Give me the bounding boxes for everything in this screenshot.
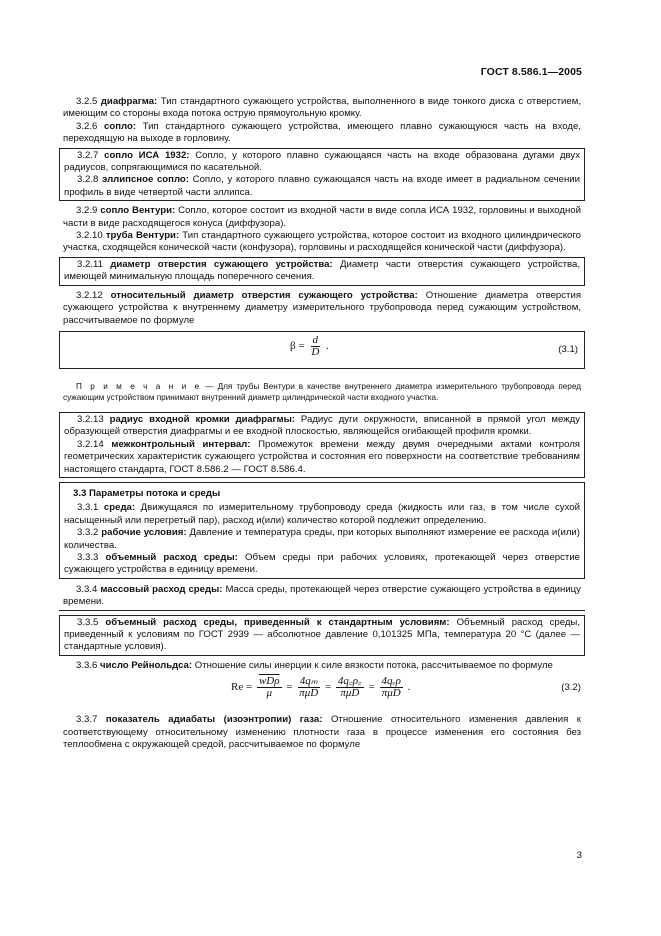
- formula-3-2-label: (3.2): [561, 682, 581, 694]
- boxed-clauses-3-2-13-3-2-14: [59, 412, 585, 478]
- formula-3-1: β = $\frac{d}{D}$ .: [290, 333, 329, 358]
- clause-3-3-7: 3.3.7 показатель адиабаты (изоэнтропии) газа: Отношение относительного изменения давления к соответствующему относительному изменению плотности газа в процессе изменения его состояния без теплообмена с окружающей средой, рассчитываемое по формуле: [63, 714, 581, 751]
- page-content: [63, 96, 581, 751]
- note-venturi: П р и м е ч а н и е — Для трубы Вентури в качестве внутреннего диаметра измерительного трубопровода перед сужающим устройством принимают внутренний диаметр цилиндрической части входного участка.: [63, 381, 582, 403]
- formula-3-1-label: (3.1): [558, 343, 578, 355]
- section-title-3-3: 3.3 Параметры потока и среды: [73, 487, 221, 499]
- boxed-section-3-3: [59, 482, 585, 579]
- clause-3-2-8: 3.2.8 эллипсное сопло: Сопло, у которого плавно сужающаяся часть на входе имеет в радиальном сечении профиль в виде четвертой части эллипса.: [64, 174, 580, 198]
- clause-3-3-4: 3.3.4 массовый расход среды: Масса среды, протекающей через отверстие сужающего устройства в единицу времени.: [63, 583, 581, 608]
- clause-3-2-13: 3.2.13 радиус входной кромки диафрагмы: Радиус дуги окружности, вписанной в прямой угол между образующей отверстия диафрагмы и ее входной плоскостью, являющейся огибающей профиля кромки.: [64, 413, 580, 438]
- clause-3-2-9: 3.2.9 сопло Вентури: Сопло, которое состоит из входной части в виде сопла ИСА 1932, горловины и выходной части в виде расходящегося конуса (диффузора).: [63, 205, 581, 229]
- clause-3-2-6: 3.2.6 сопло: Тип стандартного сужающего устройства, имеющего плавно сужающуюся часть на входе, переходящую на выходе в горловину.: [63, 120, 581, 145]
- document-header: ГОСТ 8.586.1—2005: [480, 66, 582, 78]
- boxed-clauses-3-2-7-3-2-8: [59, 148, 585, 202]
- clause-3-3-2: 3.3.2 рабочие условия: Давление и температура среды, при которых выполняют измерение ее расхода и(или) количества.: [64, 527, 580, 551]
- clause-3-2-7: 3.2.7 сопло ИСА 1932: Сопло, у которого плавно сужающаяся часть на входе образована дугами двух радиусов, сопрягающимися по касательной.: [64, 149, 581, 174]
- clause-3-3-3: 3.3.3 объемный расход среды: Объем среды при рабочих условиях, протекающей через отверстие сужающего устройства в единицу времени.: [64, 551, 581, 576]
- boxed-clause-3-3-4: [59, 583, 585, 611]
- formula-3-2: [63, 674, 581, 710]
- clause-3-3-5: 3.3.5 объемный расход среды, приведенный к стандартным условиям: Объемный расход среды, приведенный к условиям по ГОСТ 2939 — абсолютное давление 0,101325 МПа, температура 20 °C (далее — стандартные условия).: [64, 616, 580, 653]
- clause-3-2-5: 3.2.5 диафрагма: Тип стандартного сужающего устройства, выполненного в виде тонкого диска с отверстием, имеющим со стороны входа потока острую прямоугольную кромку.: [63, 96, 581, 120]
- clause-3-2-14: 3.2.14 межконтрольный интервал: Промежуток времени между двумя очередными актами контроля геометрических характеристик сужающего устройства и состояния его поверхности на соответствие требованиям настоящего стандарта, ГОСТ 8.586.2 — ГОСТ 8.586.4.: [64, 438, 580, 475]
- boxed-clause-3-2-11: [59, 257, 585, 286]
- boxed-clause-3-3-5: [59, 615, 585, 656]
- clause-3-3-6: 3.3.6 число Рейнольдса: Отношение силы инерции к силе вязкости потока, рассчитываемое по формуле: [76, 659, 553, 671]
- formula-3-2-expression: Re = $\frac{\overline{wD\rho}}{\mu}$ = $\frac{\text{4qₘ}}{\text{πμD}}$ = $\frac{4q꜀\rho꜀}{\text{πμD}}$ = $\frac{\text{4qᵥρ}}{\text{πμD}}$ .: [231, 675, 411, 700]
- clause-3-3-1: 3.3.1 среда: Движущаяся по измерительному трубопроводу среда (жидкость или газ, в том числе сухой насыщенный или перегретый пар), расход и(или) количество которой подлежит определению.: [64, 502, 580, 526]
- page-number: 3: [576, 850, 582, 861]
- formula-3-1-box: [59, 331, 585, 369]
- clause-3-2-11: 3.2.11 диаметр отверстия сужающего устройства: Диаметр части отверстия сужающего устройства, имеющей минимальную площадь поперечного сечения.: [64, 258, 581, 283]
- clause-3-2-12: 3.2.12 относительный диаметр отверстия сужающего устройства: Отношение диаметра отверстия сужающего устройства к внутреннему диаметру измерительного трубопровода перед сужающим устройством, рассчитываемое по формуле: [63, 289, 582, 326]
- clause-3-2-10: 3.2.10 труба Вентури: Тип стандартного сужающего устройства, которое состоит из входного цилиндрического участка, сходящейся конической части (конфузора), горловины и расходящейся конической части (диффузора).: [63, 230, 582, 254]
